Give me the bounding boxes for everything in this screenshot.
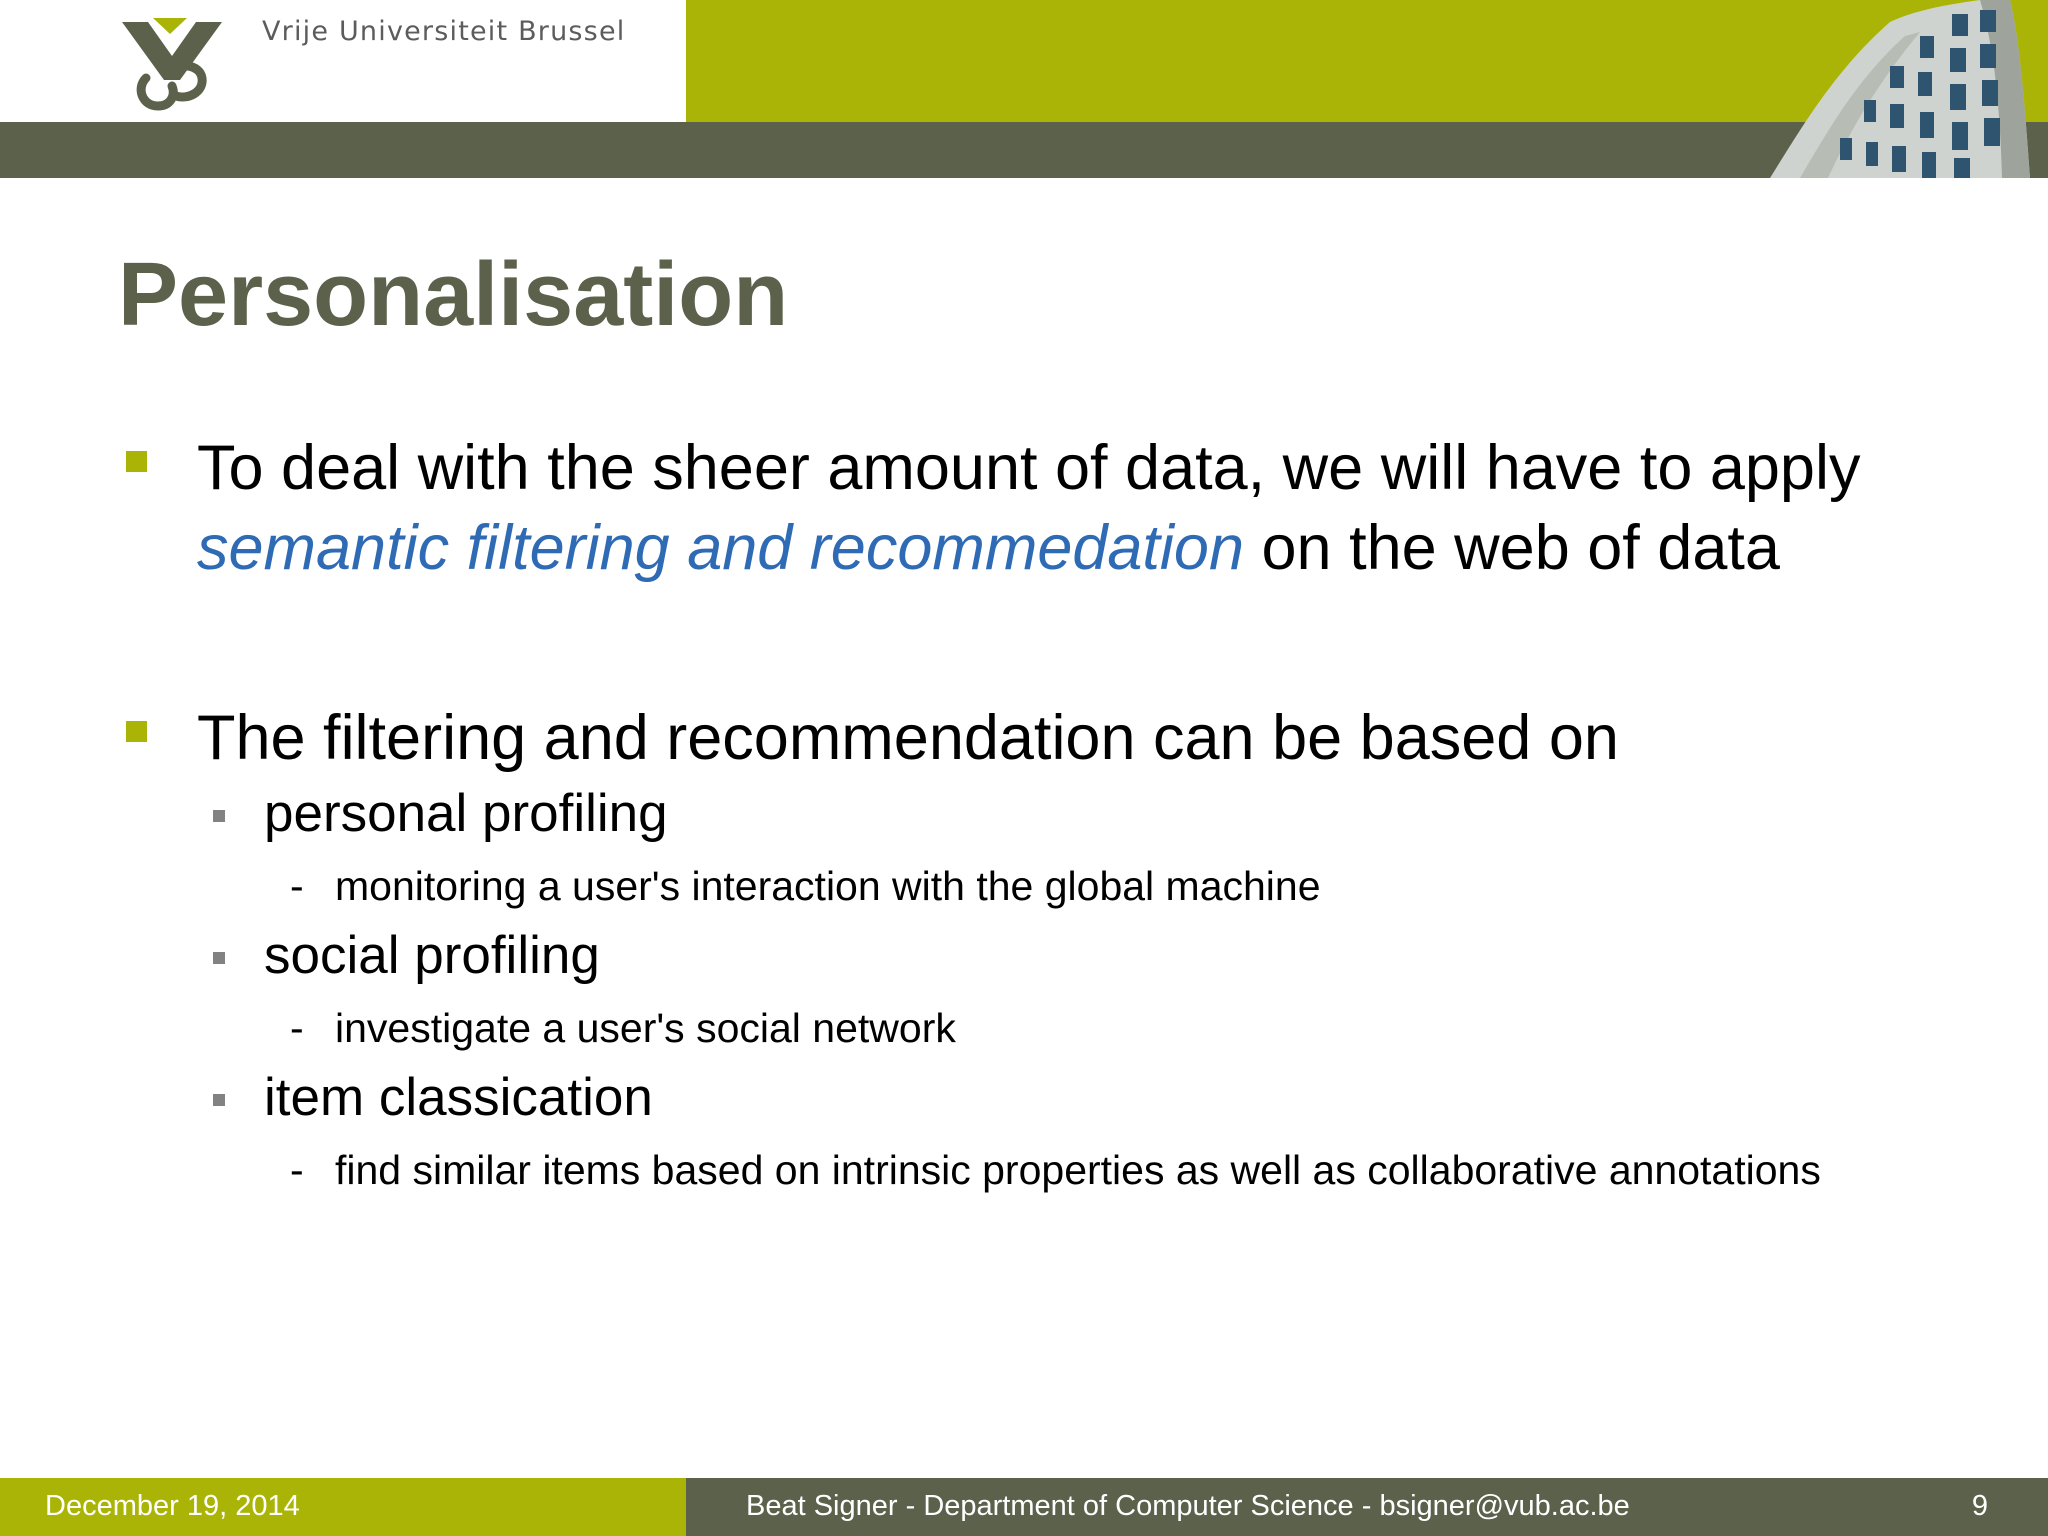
bullet-item <box>197 428 1897 588</box>
bullet-text-end: on the web of data <box>1244 513 1780 583</box>
sub-item: personal profiling <box>264 784 668 843</box>
sub-item-detail: monitoring a user's interaction with the global machine <box>335 863 1321 909</box>
dash-marker: - <box>290 1147 304 1193</box>
dash-marker: - <box>290 863 304 909</box>
sub-item: social profiling <box>264 926 600 985</box>
footer-date: December 19, 2014 <box>45 1490 300 1522</box>
sub-bullet-square-icon <box>213 810 225 822</box>
bullet-emphasis: semantic filtering and recommedation <box>197 513 1245 583</box>
sub-item-detail: investigate a user's social network <box>335 1005 956 1051</box>
sub-bullet-square-icon <box>213 952 225 964</box>
bullet-text: To deal with the sheer amount of data, we will have to apply <box>197 433 1861 503</box>
campus-building-photo <box>1740 0 2040 178</box>
bullet-item: The filtering and recommendation can be based on <box>197 703 1619 773</box>
vub-logo-icon <box>118 16 238 112</box>
bullet-square-icon <box>126 721 147 742</box>
sub-item: item classication <box>264 1068 653 1127</box>
university-name: Vrije Universiteit Brussel <box>262 16 626 47</box>
sub-bullet-square-icon <box>213 1094 225 1106</box>
sub-item-detail: find similar items based on intrinsic properties as well as collaborative annotations <box>335 1147 1821 1193</box>
footer-author-line: Beat Signer - Department of Computer Science - bsigner@vub.ac.be <box>746 1490 1630 1522</box>
dash-marker: - <box>290 1005 304 1051</box>
slide-title: Personalisation <box>118 245 789 345</box>
bullet-square-icon <box>126 451 147 472</box>
page-number: 9 <box>1971 1490 1988 1522</box>
